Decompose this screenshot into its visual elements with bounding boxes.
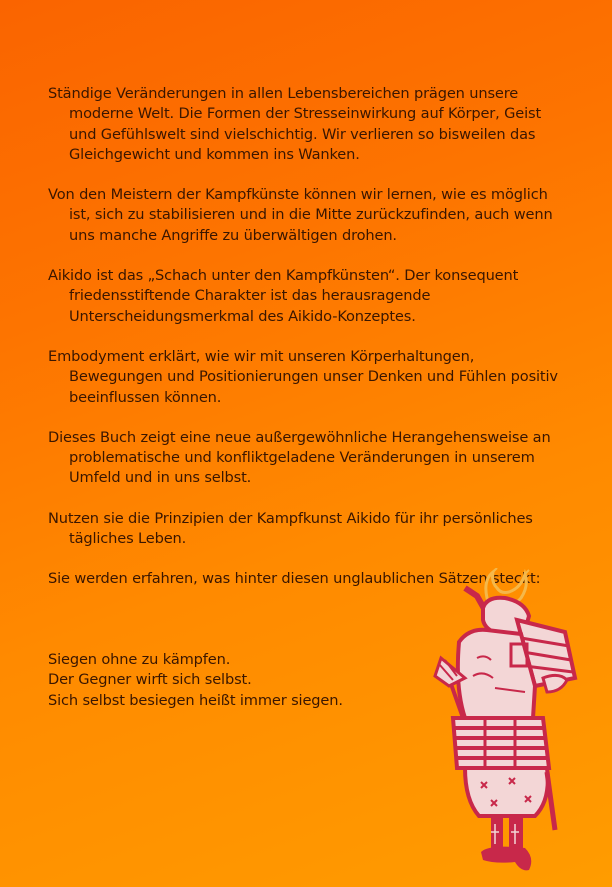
paragraph-intro-quotes: Sie werden erfahren, was hinter diesen unglaublichen Sätzen steckt: bbox=[48, 570, 541, 588]
quote-line: Siegen ohne zu kämpfen. bbox=[48, 651, 231, 668]
quote-line: Der Gegner wirft sich selbst. bbox=[48, 671, 252, 689]
samurai-warrior-icon bbox=[425, 568, 585, 873]
paragraph-change: Ständige Veränderungen in allen Lebensbereichen prägen unsere moderne Welt. Die Formen der Stresseinwirkung auf Körper, Geist und Gefühlswelt sind vielschichtig. Wir verlieren so bisweilen das Gleichgewicht und kommen ins Wanken. bbox=[48, 85, 542, 163]
quote-line: Sich selbst besiegen heißt immer siegen. bbox=[48, 691, 343, 709]
paragraph-masters: Von den Meistern der Kampfkünste können wir lernen, wie es möglich ist, sich zu stabilisieren und in die Mitte zurückzufinden, auch wenn uns manche Angriffe zu überwältigen drohen. bbox=[48, 186, 553, 244]
paragraph-embodyment: Embodyment erklärt, wie wir mit unseren Körperhaltungen, Bewegungen und Positionierungen unser Denken und Fühlen positiv beeinflussen können. bbox=[48, 347, 558, 406]
quotes-block bbox=[48, 650, 343, 711]
back-cover-text bbox=[48, 84, 568, 610]
paragraph-aikido: Aikido ist das „Schach unter den Kampfkünsten“. Der konsequent friedensstiftende Charakter ist das herausragende Unterscheidungsmerkmal des Aikido-Konzeptes. bbox=[48, 267, 519, 325]
paragraph-book: Dieses Buch zeigt eine neue außergewöhnliche Herangehensweise an problematische und konfliktgeladene Veränderungen in unserem Umfeld und in uns selbst. bbox=[48, 428, 551, 487]
paragraph-principles: Nutzen sie die Prinzipien der Kampfkunst Aikido für ihr persönliches tägliches Leben. bbox=[48, 509, 533, 548]
